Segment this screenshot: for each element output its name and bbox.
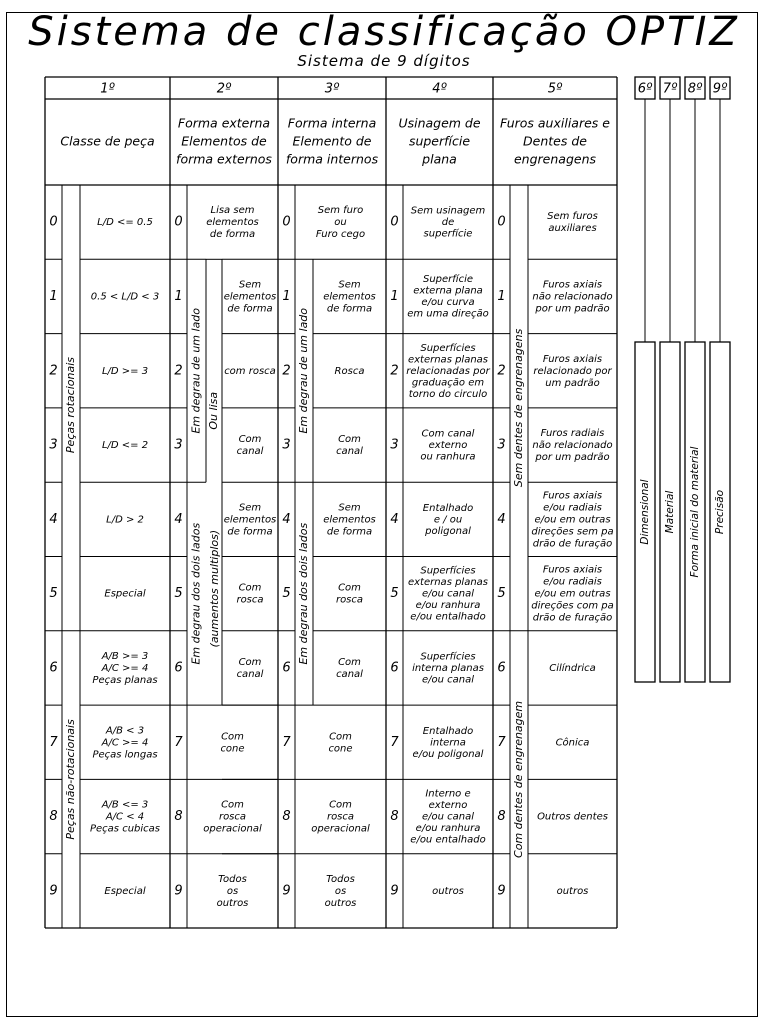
row-number-9: 9 [497,883,506,899]
row-number-1: 1 [174,288,183,304]
digit-header-1: 1º [100,81,115,97]
external-form-cell-3: canal [236,446,264,458]
column-header-1: Classe de peça [60,133,155,149]
row-number-8: 8 [390,809,399,825]
aux-holes-cell-3: Furos radiais [540,428,605,440]
row-number-6: 6 [497,660,506,676]
plane-machining-cell-4: e / ou [433,514,463,526]
row-number-1: 1 [49,288,58,304]
aux-holes-cell-7: Cônica [555,737,590,749]
supplementary-digit-7: 7º [662,81,678,97]
aux-holes-cell-2: um padrão [545,377,600,389]
supplementary-label-7: Material [664,490,676,534]
external-form-cell-2: com rosca [224,365,276,377]
plane-machining-cell-3: Com canal [421,428,475,440]
row-number-5: 5 [49,586,58,602]
column-header-4: Usinagem de [398,115,481,131]
external-form-cell-8: Com [221,799,244,811]
plane-machining-cell-0: Sem usinagem [410,205,486,217]
row-number-8: 8 [49,809,58,825]
row-number-1: 1 [390,288,399,304]
digit-header-2: 2º [216,81,232,97]
internal-form-cell-5: Com [338,582,361,594]
internal-form-cell-8: operacional [311,823,370,835]
row-number-5: 5 [174,586,183,602]
class-cell-7: A/C >= 4 [101,737,149,749]
plane-machining-cell-4: poligonal [425,525,471,537]
internal-form-cell-1: Sem [338,279,361,291]
aux-holes-cell-4: e/ou radiais [543,502,602,514]
group-label-one-side-step-internal: Em degrau de um lado [297,307,310,434]
row-number-0: 0 [49,214,58,230]
supplementary-label-6: Dimensional [639,479,651,545]
row-number-5: 5 [282,586,291,602]
plane-machining-cell-1: em uma direção [407,308,489,320]
aux-holes-cell-3: não relacionado [532,440,613,452]
row-number-4: 4 [390,511,399,527]
plane-machining-cell-1: externa plana [413,285,483,297]
row-number-2: 2 [390,363,399,379]
row-number-8: 8 [497,809,506,825]
external-form-cell-6: canal [236,668,264,680]
plane-machining-cell-3: ou ranhura [420,451,476,463]
row-number-8: 8 [282,809,291,825]
external-form-cell-3: Com [238,434,262,446]
external-form-cell-1: elementos [223,291,277,303]
external-form-cell-1: Sem [238,279,262,291]
aux-holes-cell-5: e/ou em outras [534,588,611,600]
aux-holes-cell-5: e/ou radiais [543,576,602,588]
aux-holes-cell-4: Furos axiais [542,490,603,502]
plane-machining-cell-5: e/ou canal [421,588,475,600]
external-form-cell-7: Com [221,731,244,743]
internal-form-cell-4: de forma [326,526,373,538]
internal-form-cell-9: outros [324,897,357,909]
class-cell-7: Peças longas [92,749,158,761]
external-form-cell-9: os [226,885,239,897]
external-form-cell-8: rosca [218,811,247,823]
class-cell-8: A/B <= 3 [101,799,149,811]
external-form-cell-0: Lisa sem [210,205,255,217]
supplementary-label-8: Forma inicial do material [689,446,701,578]
class-cell-7: A/B < 3 [105,725,145,737]
column-header-5: engrenagens [513,151,597,167]
row-number-6: 6 [49,660,58,676]
row-number-1: 1 [282,288,291,304]
row-number-7: 7 [49,734,58,750]
plane-machining-cell-8: e/ou canal [421,811,475,823]
column-header-5: Furos auxiliares e [500,115,610,131]
row-number-5: 5 [390,586,399,602]
row-number-2: 2 [174,363,183,379]
internal-form-cell-5: rosca [335,594,364,606]
class-cell-9: Especial [104,885,146,897]
row-number-4: 4 [282,511,291,527]
plane-machining-cell-7: interna [430,737,466,749]
digit-header-5: 5º [547,81,563,97]
plane-machining-cell-0: superfície [423,228,473,240]
class-cell-8: Peças cubicas [90,823,160,835]
group-label-rotational: Peças rotacionais [64,357,77,454]
external-form-cell-1: de forma [227,303,273,315]
row-number-3: 3 [49,437,58,453]
class-cell-4: L/D > 2 [106,514,144,526]
aux-holes-cell-0: auxiliares [548,223,597,235]
column-header-3: Forma interna [287,115,377,131]
row-number-0: 0 [390,214,399,230]
digit-header-3: 3º [324,81,340,97]
external-form-cell-8: operacional [203,823,262,835]
class-cell-0: L/D <= 0.5 [97,217,153,229]
class-cell-6: A/C >= 4 [101,662,149,674]
plane-machining-cell-8: Interno e [425,788,471,800]
row-number-9: 9 [282,883,291,899]
plane-machining-cell-7: Entalhado [422,725,474,737]
plane-machining-cell-2: Superfícies [420,342,476,354]
supplementary-digit-8: 8º [687,81,703,97]
aux-holes-cell-1: Furos axiais [542,279,603,291]
internal-form-cell-4: Sem [338,502,361,514]
aux-holes-cell-4: direções sem pa [531,526,614,538]
row-number-2: 2 [497,363,506,379]
aux-holes-cell-5: drão de furação [532,612,613,624]
internal-form-cell-6: Com [338,656,361,668]
class-cell-2: L/D >= 3 [101,365,149,377]
external-form-cell-4: Sem [238,502,262,514]
plane-machining-cell-2: graduação em [411,377,485,389]
aux-holes-cell-5: direções com pa [531,600,614,612]
row-number-7: 7 [497,734,506,750]
internal-form-cell-3: Com [338,434,361,446]
aux-holes-cell-9: outros [556,885,589,897]
group-label-with-gear-teeth: Com dentes de engrenagem [512,700,525,858]
row-number-3: 3 [174,437,183,453]
aux-holes-cell-2: relacionado por [533,365,612,377]
class-cell-6: Peças planas [92,674,158,686]
internal-form-cell-0: Furo cego [315,229,366,241]
column-header-2: Forma externa [177,115,271,131]
internal-form-cell-0: Sem furo [317,205,364,217]
plane-machining-cell-8: e/ou entalhado [410,834,486,846]
group-label-one-side-step: Em degrau de um lado [189,307,203,434]
plane-machining-cell-2: externas planas [407,354,489,366]
column-header-3: forma internos [285,151,379,167]
plane-machining-cell-5: e/ou ranhura [415,600,481,612]
plane-machining-cell-1: e/ou curva [421,297,475,309]
aux-holes-cell-4: e/ou em outras [534,514,611,526]
row-number-3: 3 [282,437,291,453]
plane-machining-cell-1: Superfície [422,274,474,286]
group-label-multiple-increases: (aumentos multiplos) [208,529,221,648]
internal-form-cell-8: rosca [326,811,355,823]
external-form-cell-9: Todos [218,873,247,885]
external-form-cell-6: Com [238,656,262,668]
group-label-two-side-step-internal: Em degrau dos dois lados [297,522,310,665]
column-header-2: Elementos de [181,133,267,149]
column-header-2: forma externos [176,151,272,167]
supplementary-digit-6: 6º [637,81,653,97]
internal-form-cell-7: Com [329,731,352,743]
digit-header-4: 4º [432,81,447,97]
class-cell-6: A/B >= 3 [101,650,149,662]
plane-machining-cell-3: externo [428,440,468,452]
column-header-4: superfície [408,133,471,149]
plane-machining-cell-0: de [441,217,455,229]
row-number-3: 3 [497,437,506,453]
internal-form-cell-9: Todos [326,873,355,885]
group-label-no-gear-teeth: Sem dentes de engrenagens [512,328,525,488]
external-form-cell-5: rosca [236,594,264,606]
class-cell-1: 0.5 < L/D < 3 [90,291,160,303]
row-number-0: 0 [174,214,183,230]
internal-form-cell-9: os [334,885,347,897]
group-label-or-smooth: Ou lisa [207,391,220,430]
aux-holes-cell-0: Sem furos [547,211,598,223]
aux-holes-cell-1: por um padrão [535,303,610,315]
supplementary-label-9: Precisão [714,489,726,535]
row-number-7: 7 [390,734,399,750]
row-number-1: 1 [497,288,506,304]
internal-form-cell-2: Rosca [334,365,365,377]
class-cell-3: L/D <= 2 [101,440,149,452]
external-form-cell-4: de forma [227,526,273,538]
internal-form-cell-4: elementos [323,514,376,526]
plane-machining-cell-5: e/ou entalhado [410,611,486,623]
external-form-cell-5: Com [238,582,262,594]
row-number-6: 6 [390,660,399,676]
internal-form-cell-6: canal [336,668,363,680]
row-number-0: 0 [282,214,291,230]
internal-form-cell-0: ou [334,217,347,229]
plane-machining-cell-6: interna planas [412,662,484,674]
plane-machining-cell-5: externas planas [407,577,489,589]
row-number-8: 8 [174,809,183,825]
row-number-2: 2 [282,363,291,379]
row-number-9: 9 [49,883,58,899]
internal-form-cell-7: cone [328,743,353,755]
row-number-7: 7 [174,734,183,750]
row-number-0: 0 [497,214,506,230]
aux-holes-cell-2: Furos axiais [542,353,603,365]
row-number-6: 6 [282,660,291,676]
group-label-non-rotational: Peças não-rotacionais [64,719,77,840]
plane-machining-cell-8: externo [428,800,468,812]
row-number-9: 9 [174,883,183,899]
plane-machining-cell-6: e/ou canal [421,674,475,686]
external-form-cell-9: outros [216,897,249,909]
row-number-9: 9 [390,883,399,899]
class-cell-5: Especial [104,588,146,600]
internal-form-cell-1: elementos [323,291,376,303]
supplementary-digit-9: 9º [712,81,728,97]
aux-holes-cell-5: Furos axiais [542,564,603,576]
column-header-3: Elemento de [292,133,372,149]
row-number-7: 7 [282,734,291,750]
page-title: Sistema de classificação OPTIZ [28,9,740,55]
row-number-4: 4 [49,511,58,527]
aux-holes-cell-6: Cilíndrica [549,662,596,674]
plane-machining-cell-8: e/ou ranhura [415,823,481,835]
row-number-4: 4 [497,511,506,527]
plane-machining-cell-5: Superfícies [420,565,476,577]
row-number-5: 5 [497,586,506,602]
aux-holes-cell-3: por um padrão [535,452,610,464]
column-header-4: plana [422,151,457,167]
plane-machining-cell-9: outros [432,885,464,897]
row-number-4: 4 [174,511,183,527]
plane-machining-cell-2: relacionadas por [406,365,490,377]
aux-holes-cell-1: não relacionado [532,291,613,303]
plane-machining-cell-2: torno do circulo [408,388,488,400]
page-subtitle: Sistema de 9 dígitos [297,52,471,70]
external-form-cell-0: elementos [206,217,259,229]
row-number-6: 6 [174,660,183,676]
internal-form-cell-8: Com [329,799,352,811]
plane-machining-cell-7: e/ou poligonal [412,748,484,760]
group-label-two-side-step: Em degrau dos dois lados [189,522,203,665]
class-cell-8: A/C < 4 [105,811,145,823]
row-number-2: 2 [49,363,58,379]
aux-holes-cell-4: drão de furação [532,538,613,550]
column-header-5: Dentes de [523,133,587,149]
external-form-cell-4: elementos [223,514,277,526]
plane-machining-cell-6: Superfícies [420,651,476,663]
plane-machining-cell-4: Entalhado [422,502,474,514]
aux-holes-cell-8: Outros dentes [537,811,608,823]
internal-form-cell-3: canal [336,446,363,458]
external-form-cell-7: cone [220,743,245,755]
internal-form-cell-1: de forma [326,303,373,315]
external-form-cell-0: de forma [209,229,256,241]
row-number-3: 3 [390,437,399,453]
